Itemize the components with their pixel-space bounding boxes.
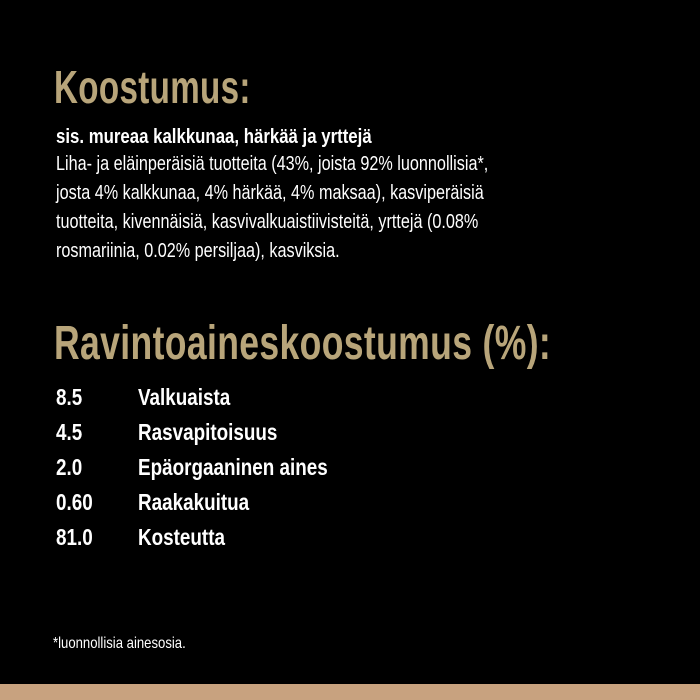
nutrient-value: 8.5 xyxy=(56,384,83,410)
composition-line: rosmariinia, 0.02% persiljaa), kasviksia. xyxy=(56,240,340,262)
nutrient-name: Raakakuitua xyxy=(138,489,250,515)
nutrient-row xyxy=(56,522,369,557)
composition-text xyxy=(56,124,616,266)
nutrition-title: Ravintoaineskoostumus (%): xyxy=(54,317,552,370)
composition-line: tuotteita, kivennäisiä, kasvivalkuaistiivisteitä, yrttejä (0.08% xyxy=(56,211,479,233)
nutrient-value: 81.0 xyxy=(56,524,93,550)
nutrient-row xyxy=(56,487,369,522)
nutrient-value: 4.5 xyxy=(56,419,83,445)
nutrient-name: Rasvapitoisuus xyxy=(138,419,278,445)
composition-lead: sis. mureaa kalkkunaa, härkää ja yrttejä xyxy=(56,126,372,148)
nutrient-value: 0.60 xyxy=(56,489,93,515)
composition-title: Koostumus: xyxy=(54,61,251,113)
nutrient-row xyxy=(56,382,369,417)
nutrient-name: Kosteutta xyxy=(138,524,225,550)
composition-line: josta 4% kalkkunaa, 4% härkää, 4% maksaa), kasviperäisiä xyxy=(56,182,484,204)
bottom-color-band xyxy=(0,684,700,700)
nutrient-value: 2.0 xyxy=(56,454,83,480)
nutrient-row xyxy=(56,452,369,487)
nutrient-row xyxy=(56,417,369,452)
nutrient-name: Epäorgaaninen aines xyxy=(138,454,328,480)
nutrition-table xyxy=(56,382,369,557)
composition-line: Liha- ja eläinperäisiä tuotteita (43%, joista 92% luonnollisia*, xyxy=(56,153,489,175)
footnote: *luonnollisia ainesosia. xyxy=(53,635,186,652)
nutrient-name: Valkuaista xyxy=(138,384,231,410)
